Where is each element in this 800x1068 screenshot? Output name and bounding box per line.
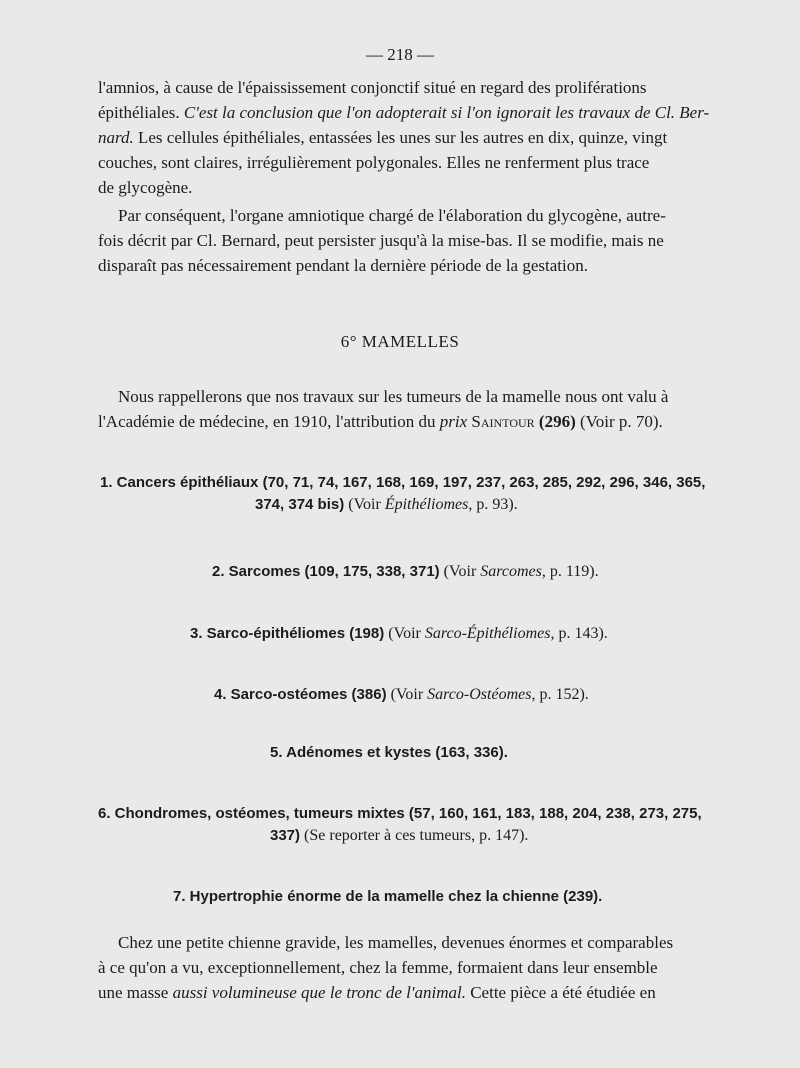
item-ref: (Voir — [386, 686, 428, 703]
item-ref-title: Sarco-Épithéliomes — [424, 625, 551, 642]
text-line: couches, sont claires, irrégulièrement polygonales. Elles ne renferment plus trace — [98, 153, 650, 172]
item-ref: , p. 143). — [550, 625, 608, 642]
list-item-hypertrophie — [173, 888, 602, 906]
item-title-cont: 337) — [270, 827, 301, 844]
text-line: disparaît pas nécessairement pendant la dernière période de la gestation. — [98, 256, 588, 275]
paragraph-consequence — [98, 203, 720, 278]
item-title: 4. Sarco-ostéomes (386) — [214, 686, 387, 703]
item-ref: , p. 93). — [468, 496, 518, 513]
item-ref: (Voir — [384, 625, 425, 642]
list-item-sarco-epitheliomes — [190, 625, 608, 643]
text-line: Chez une petite chienne gravide, les mamelles, devenues énormes et comparables — [118, 933, 674, 952]
item-title: 6. Chondromes, ostéomes, tumeurs mixtes (57, 160, 161, 183, 188, 204, 238, 273, 275, — [98, 805, 702, 822]
list-item-chondromes-cont — [270, 827, 528, 845]
list-item-chondromes — [98, 805, 702, 823]
list-item-sarco-osteomes — [214, 686, 589, 704]
text-line: Nous rappellerons que nos travaux sur les tumeurs de la mamelle nous ont valu à — [118, 387, 669, 406]
item-ref: (Voir — [439, 563, 481, 580]
text-line: de glycogène. — [98, 178, 193, 197]
item-title: 2. Sarcomes (109, 175, 338, 371) — [212, 563, 440, 580]
item-title: 1. Cancers épithéliaux (70, 71, 74, 167, 168, 169, 197, 237, 263, 285, 292, 296, 346, 365, — [100, 474, 706, 491]
list-item-adenomes — [270, 744, 508, 762]
item-ref-title: Sarco-Ostéomes — [427, 686, 532, 703]
page-number: — 218 — — [366, 45, 434, 64]
paragraph-amnios — [98, 75, 720, 200]
text-line: Par conséquent, l'organe amniotique chargé de l'élaboration du glycogène, autre- — [118, 206, 666, 225]
item-title: 7. Hypertrophie énorme de la mamelle chez la chienne (239). — [173, 888, 603, 905]
item-ref: (Se reporter à ces tumeurs, p. 147). — [300, 827, 529, 844]
item-ref: , p. 119). — [541, 563, 599, 580]
item-ref-title: Sarcomes — [480, 563, 542, 580]
text-line: nard. Les cellules épithéliales, entassées les unes sur les autres en dix, quinze, vingt — [98, 128, 668, 147]
item-title: 5. Adénomes et kystes (163, 336). — [270, 744, 508, 761]
list-item-cancers-cont — [255, 496, 518, 514]
paragraph-intro — [98, 384, 720, 434]
item-ref: , p. 152). — [531, 686, 589, 703]
item-ref: (Voir — [344, 496, 385, 513]
text-line: une masse aussi volumineuse que le tronc de l'animal. Cette pièce a été étudiée en — [98, 983, 656, 1002]
paragraph-chienne — [98, 930, 720, 1005]
list-item-cancers — [100, 474, 705, 492]
text-line: l'amnios, à cause de l'épaississement conjonctif situé en regard des proliférations — [98, 78, 647, 97]
list-item-sarcomes — [212, 563, 599, 581]
text-line: l'Académie de médecine, en 1910, l'attribution du prix Saintour (296) (Voir p. 70). — [98, 412, 663, 431]
text-line: à ce qu'on a vu, exceptionnellement, chez la femme, formaient dans leur ensemble — [98, 958, 658, 977]
text-line: épithéliales. C'est la conclusion que l'on adopterait si l'on ignorait les travaux de Cl. Ber- — [98, 103, 710, 122]
section-heading: 6° MAMELLES — [340, 332, 460, 351]
item-ref-title: Épithéliomes — [384, 496, 469, 513]
text-line: fois décrit par Cl. Bernard, peut persister jusqu'à la mise-bas. Il se modifie, mais ne — [98, 231, 664, 250]
item-title: 3. Sarco-épithéliomes (198) — [190, 625, 385, 642]
item-title-cont: 374, 374 bis) — [255, 496, 345, 513]
